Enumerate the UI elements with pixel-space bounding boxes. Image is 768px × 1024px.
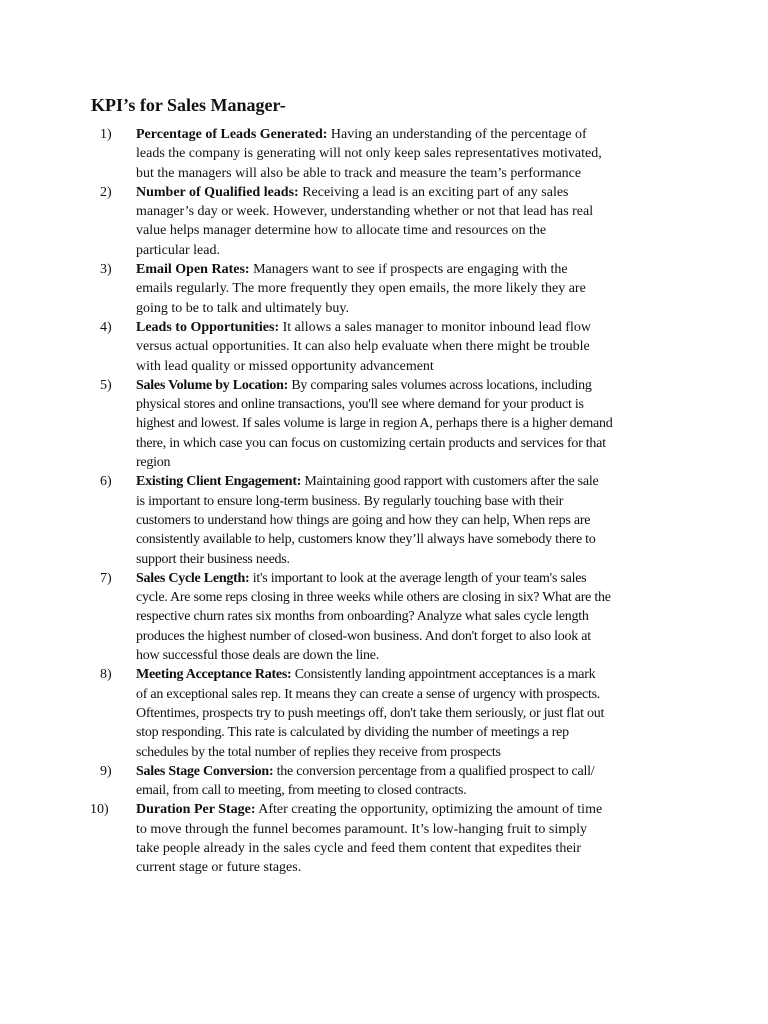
item-line: leads the company is generating will not only keep sales representatives motivated,: [136, 146, 602, 162]
kpi-list: [90, 125, 680, 878]
item-line: is important to ensure long-term business. By regularly touching base with their: [136, 493, 564, 509]
item-line: customers to understand how things are going and how they can help, When reps are: [136, 512, 591, 528]
item-number: 6): [100, 474, 112, 490]
item-number: 2): [100, 184, 112, 200]
item-line: region: [136, 455, 171, 471]
item-line: [136, 260, 680, 279]
item-line: emails regularly. The more frequently they open emails, the more likely they are: [136, 281, 586, 297]
item-text: Managers want to see if prospects are engaging with the: [249, 262, 568, 278]
item-line: cycle. Are some reps closing in three weeks while others are closing in six? What are the: [136, 590, 611, 606]
document-title: KPI’s for Sales Manager-: [91, 95, 286, 115]
item-text: Consistently landing appointment acceptances is a mark: [291, 667, 596, 683]
item-line: current stage or future stages.: [136, 860, 302, 876]
item-line: support their business needs.: [136, 551, 290, 567]
item-text: Receiving a lead is an exciting part of any sales: [298, 184, 569, 200]
item-line: [136, 183, 680, 202]
item-number: 4): [100, 319, 112, 335]
list-item: [90, 800, 680, 877]
item-text: After creating the opportunity, optimizing the amount of time: [255, 802, 603, 818]
item-line: [136, 376, 680, 395]
item-heading: Sales Volume by Location:: [136, 377, 289, 393]
item-heading: Sales Stage Conversion:: [136, 763, 274, 779]
item-text: By comparing sales volumes across locations, including: [288, 377, 592, 393]
list-item: [100, 472, 680, 568]
item-line: produces the highest number of closed-won business. And don't forget to also look at: [136, 628, 591, 644]
item-line: going to be to talk and ultimately buy.: [136, 300, 349, 316]
list-item: [100, 762, 680, 801]
item-number: 3): [100, 262, 112, 278]
item-text: Having an understanding of the percentage of: [327, 127, 587, 142]
item-line: [136, 125, 680, 144]
item-number: 1): [100, 127, 112, 142]
list-item: [100, 183, 680, 260]
item-heading: Email Open Rates:: [136, 262, 250, 278]
list-item: [100, 318, 680, 376]
item-number: 8): [100, 667, 112, 683]
item-text: Maintaining good rapport with customers after the sale: [301, 474, 599, 490]
item-heading: Duration Per Stage:: [136, 802, 256, 818]
list-item: [100, 569, 680, 665]
item-number: 10): [90, 802, 109, 818]
item-line: but the managers will also be able to track and measure the team’s performance: [136, 165, 582, 181]
item-line: email, from call to meeting, from meeting to closed contracts.: [136, 783, 467, 799]
item-heading: Existing Client Engagement:: [136, 474, 302, 490]
item-heading: Meeting Acceptance Rates:: [136, 667, 292, 683]
item-line: [136, 472, 680, 491]
item-line: Oftentimes, prospects try to push meetings off, don't take them seriously, or just flat out: [136, 705, 605, 721]
item-number: 7): [100, 570, 112, 586]
item-heading: Sales Cycle Length:: [136, 570, 250, 586]
item-line: versus actual opportunities. It can also help evaluate when there might be trouble: [136, 339, 590, 355]
item-line: consistently available to help, customers know they’ll always have somebody there to: [136, 532, 596, 548]
item-line: of an exceptional sales rep. It means they can create a sense of urgency with prospects.: [136, 686, 601, 702]
item-line: to move through the funnel becomes paramount. It’s low-hanging fruit to simply: [136, 821, 588, 837]
item-line: physical stores and online transactions, you'll see where demand for your product is: [136, 397, 584, 413]
item-line: highest and lowest. If sales volume is large in region A, perhaps there is a higher demand: [136, 416, 613, 432]
item-line: with lead quality or missed opportunity advancement: [136, 358, 434, 374]
item-line: [136, 318, 680, 337]
list-item: [100, 665, 680, 761]
item-line: schedules by the total number of replies they receive from prospects: [136, 744, 501, 760]
item-line: [136, 665, 680, 684]
item-number: 5): [100, 377, 112, 393]
item-line: stop responding. This rate is calculated by dividing the number of meetings a rep: [136, 725, 569, 741]
item-text: It allows a sales manager to monitor inbound lead flow: [279, 319, 591, 335]
item-line: there, in which case you can focus on customizing certain products and services for that: [136, 435, 606, 451]
item-text: the conversion percentage from a qualified prospect to call/: [273, 763, 595, 779]
item-heading: Percentage of Leads Generated:: [136, 127, 328, 142]
item-line: [136, 800, 680, 819]
item-line: value helps manager determine how to allocate time and resources on the: [136, 223, 547, 239]
item-line: take people already in the sales cycle and feed them content that expedites their: [136, 840, 582, 856]
item-heading: Number of Qualified leads:: [136, 184, 299, 200]
item-line: particular lead.: [136, 242, 220, 258]
list-item: [100, 125, 680, 183]
list-item: [100, 260, 680, 318]
item-heading: Leads to Opportunities:: [136, 319, 280, 335]
item-text: it's important to look at the average length of your team's sales: [249, 570, 587, 586]
list-item: [100, 376, 680, 472]
item-line: [136, 569, 680, 588]
item-number: 9): [100, 763, 112, 779]
item-line: manager’s day or week. However, understanding whether or not that lead has real: [136, 204, 594, 220]
item-line: how successful those deals are down the line.: [136, 648, 380, 664]
item-line: respective churn rates six months from onboarding? Analyze what sales cycle length: [136, 609, 589, 625]
item-line: [136, 762, 680, 781]
